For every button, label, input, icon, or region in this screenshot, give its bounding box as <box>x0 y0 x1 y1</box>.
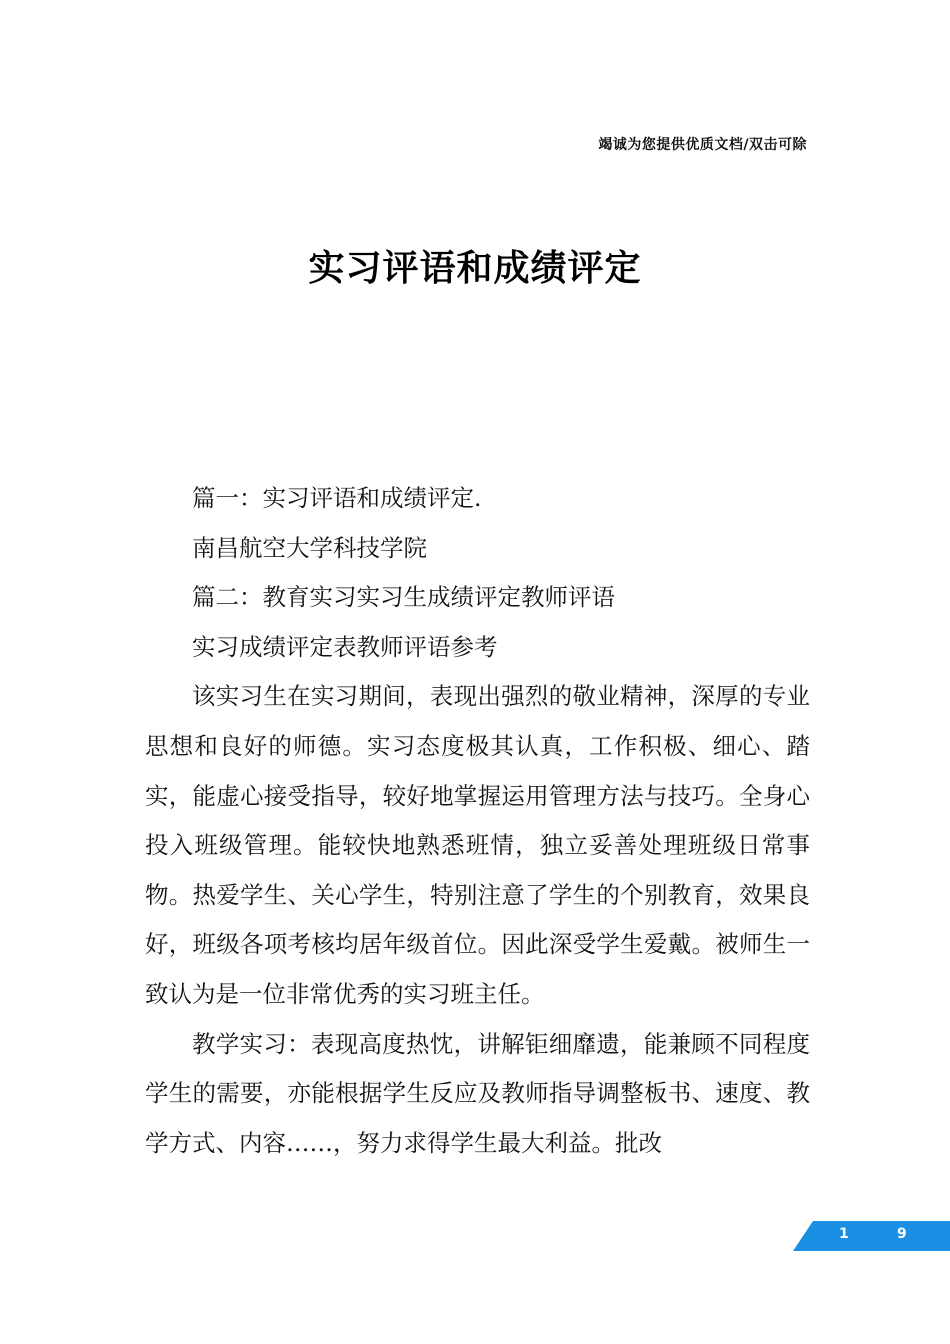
paragraph-reference-heading: 实习成绩评定表教师评语参考 <box>192 632 498 661</box>
page-current: 1 <box>839 1226 849 1242</box>
paragraph-part-one: 篇一：实习评语和成绩评定. <box>192 484 482 512</box>
paragraph-part-two: 篇二：教育实习实习生成绩评定教师评语 <box>192 583 615 612</box>
document-title: 实习评语和成绩评定 <box>308 248 642 289</box>
paragraph-school: 南昌航空大学科技学院 <box>192 533 427 562</box>
page-total: 9 <box>897 1226 907 1242</box>
paragraph-teaching-practice: 教学实习：表现高度热忱，讲解钜细靡遗，能兼顾不同程度学生的需要，亦能根据学生反应及教师指导调整板书、速度、教学方式、内容……，努力求得学生最大利益。批改 <box>145 1029 810 1157</box>
paragraph-evaluation: 该实习生在实习期间，表现出强烈的敬业精神，深厚的专业思想和良好的师德。实习态度极其认真，工作积极、细心、踏实，能虚心接受指导，较好地掌握运用管理方法与技巧。全身心投入班级管理。能较快地熟悉班情，独立妥善处理班级日常事物。热爱学生、关心学生，特别注意了学生的个别教育，效果良好，班级各项考核均居年级首位。因此深受学生爱戴。被师生一致认为是一位非常优秀的实习班主任。 <box>145 682 810 1008</box>
document-body <box>145 474 810 1168</box>
page-badge-shape <box>793 1221 950 1251</box>
header-note: 竭诚为您提供优质文档/双击可除 <box>598 137 807 153</box>
page-number-badge <box>793 1221 950 1251</box>
